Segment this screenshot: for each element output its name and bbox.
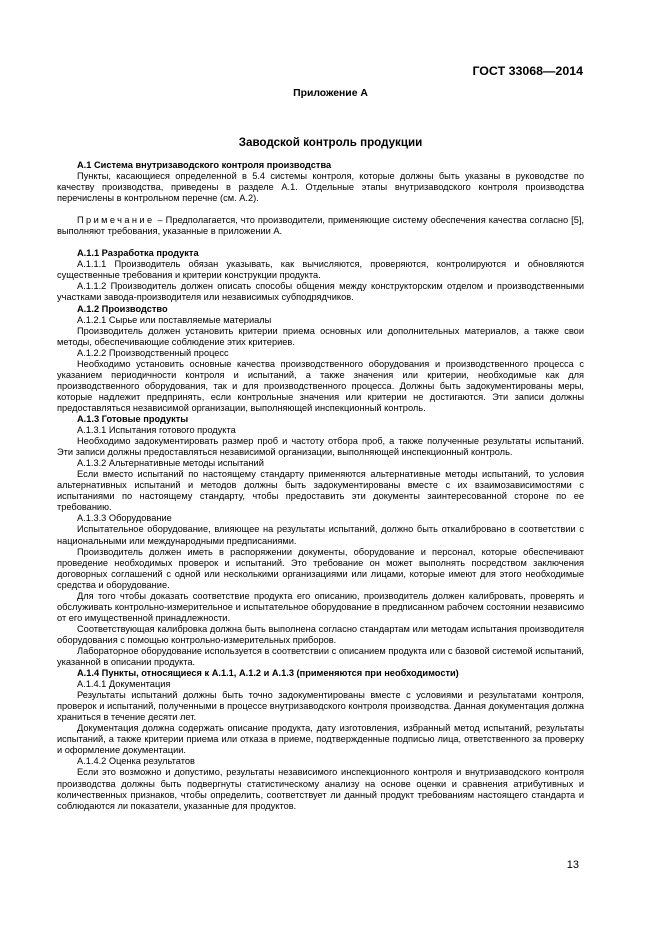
note-label: Примечание bbox=[77, 215, 155, 226]
appendix-heading: Приложение А bbox=[293, 88, 368, 99]
body-paragraph: Соответствующая калибровка должна быть выполнена согласно стандартам или методам испытания производителя оборудования с помощью контрольно-измерительных приборов. bbox=[57, 623, 584, 645]
note-paragraph bbox=[57, 215, 584, 237]
body-paragraph: Если вместо испытаний по настоящему стандарту применяются альтернативные методы испытаний, то условия альтернативных испытаний и методов должны быть задокументированы вместе с их взаимозависимостями с испытаниями по настоящему стандарту, чтобы предоставить эти документы заинтересованной стороне по ее требованию. bbox=[57, 469, 584, 513]
section-heading: А.1.4 Пункты, относящиеся к А.1.1, А.1.2 и А.1.3 (применяются при необходимости) bbox=[77, 668, 459, 679]
section-heading: А.1 Система внутризаводского контроля производства bbox=[77, 160, 332, 170]
body-paragraph: Для того чтобы доказать соответствие продукта его описанию, производитель должен калибровать, проверять и обслуживать контрольно-измерительное и испытательное оборудование в предписанном рабочем состоянии независимо от его имущественной принадлежности. bbox=[57, 590, 584, 623]
body-paragraph: А.1.4.2 Оценка результатов bbox=[77, 756, 195, 767]
note-text: – Предполагается, что производители, применяющие систему обеспечения качества согласно [5], выполняют требования, указанные в приложении А. bbox=[57, 215, 584, 237]
document-body bbox=[57, 160, 584, 812]
body-paragraph: А.1.2.1 Сырье или поставляемые материалы bbox=[77, 314, 272, 325]
body-paragraph: А.1.3.2 Альтернативные методы испытаний bbox=[77, 458, 264, 469]
standard-number: ГОСТ 33068—2014 bbox=[472, 64, 583, 78]
body-paragraph: Пункты, касающиеся определенной в 5.4 системы контроля, которые должны быть указаны в руководстве по качеству производства, приведены в разделе А.1. Отдельные этапы внутризаводского контроля производства перечислены в контрольном перечне (см. А.2). bbox=[57, 171, 584, 204]
body-paragraph: А.1.1.2 Производитель должен описать способы общения между конструкторским отделом и производственными участками завода-производителя или независимых субподрядчиков. bbox=[57, 281, 584, 303]
body-paragraph: А.1.3.3 Оборудование bbox=[77, 513, 172, 524]
body-paragraph: Испытательное оборудование, влияющее на результаты испытаний, должно быть откалибровано в соответствии с национальными или международными предписаниями. bbox=[57, 524, 584, 546]
body-paragraph: Результаты испытаний должны быть точно задокументированы вместе с условиями и результатами контроля, проверок и испытаний, полученными в процессе внутризаводского контроля производства. Данная документация должна храниться в течение десяти лет. bbox=[57, 690, 584, 723]
section-heading: А.1.2 Производство bbox=[77, 303, 168, 314]
body-paragraph: Если это возможно и допустимо, результаты независимого инспекционного контроля и внутризаводского контроля производства должны быть подвергнуты статистическому анализу на основе оценки и сравнения атрибутивных и количественных признаков, чтобы определить, соответствует ли данный продукт требованиям настоящего стандарта и соблюдаются ли показатели, указанные для продуктов. bbox=[57, 767, 584, 811]
body-paragraph: А.1.1.1 Производитель обязан указывать, как вычисляются, проверяются, контролируются и обновляются существенные требования и критерии конструкции продукта. bbox=[57, 259, 584, 281]
section-heading: А.1.1 Разработка продукта bbox=[77, 248, 199, 259]
body-paragraph: Производитель должен иметь в распоряжении документы, оборудование и персонал, которые обеспечивают проведение необходимых проверок и испытаний. Это требование он может выполнять посредством заключения договорных соглашений с одной или несколькими организациями или лицами, которые имеют для этого необходимые средства и оборудование. bbox=[57, 546, 584, 590]
body-paragraph: А.1.4.1 Документация bbox=[77, 679, 171, 690]
body-paragraph: А.1.3.1 Испытания готового продукта bbox=[77, 425, 236, 436]
section-heading: А.1.3 Готовые продукты bbox=[77, 413, 189, 424]
body-paragraph: Необходимо задокументировать размер проб и частоту отбора проб, а также полученные результаты испытаний. Эти записи должны предоставляться независимой организации, выполняющей инспекционный контроль. bbox=[57, 436, 584, 458]
body-paragraph: Документация должна содержать описание продукта, дату изготовления, избранный метод испытаний, результаты испытаний, а также критерии приема или отказа в приеме, подтвержденные подписью лица, ответственного за проверку и оформление документации. bbox=[57, 723, 584, 756]
body-paragraph: Лабораторное оборудование используется в соответствии с описанием продукта или с базовой системой испытаний, указанной в описании продукта. bbox=[57, 645, 584, 668]
body-paragraph: А.1.2.2 Производственный процесс bbox=[77, 347, 229, 358]
body-paragraph: Производитель должен установить критерии приема основных или дополнительных материалов, а также свои методы, обеспечивающие соблюдение этих критериев. bbox=[57, 325, 584, 347]
page-number: 13 bbox=[566, 859, 579, 871]
appendix-title: Заводской контроль продукции bbox=[238, 136, 423, 149]
body-paragraph: Необходимо установить основные качества производственного оборудования и производственного процесса с указанием периодичности контроля и испытаний, а также значения или критерии, необходимые как для производственного оборудования, так и для производственного процесса. Должны быть задокументированы меры, которые надлежит предпринять, если контрольные значения или критерии не достигаются. Эти записи должны предоставляться независимой организации, выполняющей инспекционный контроль. bbox=[57, 358, 584, 413]
